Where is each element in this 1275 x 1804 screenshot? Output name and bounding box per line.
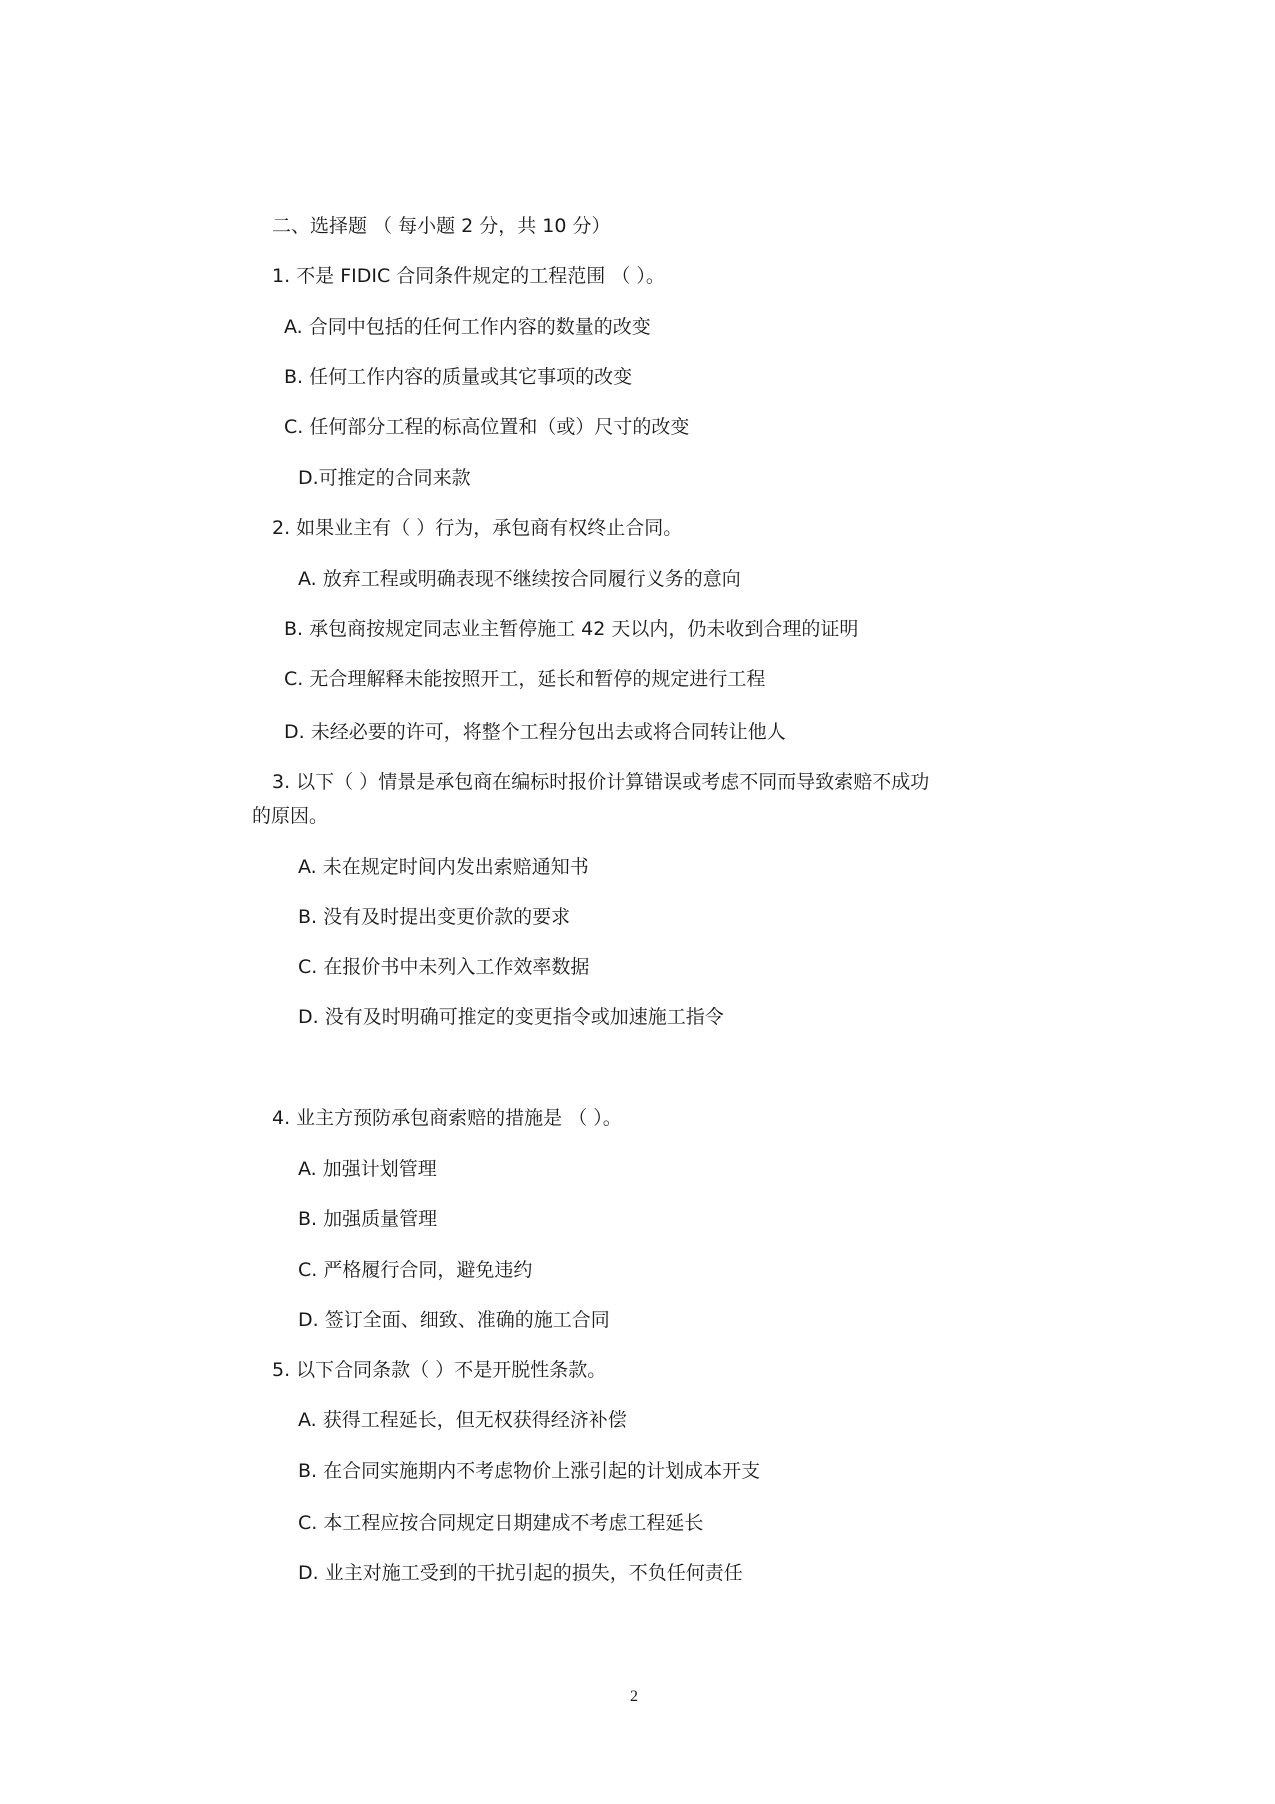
question-1-option-c: C. 任何部分工程的标高位置和（或）尺寸的改变 bbox=[284, 416, 690, 438]
question-1-option-a: A. 合同中包括的任何工作内容的数量的改变 bbox=[284, 316, 651, 338]
question-3-option-d: D. 没有及时明确可推定的变更指令或加速施工指令 bbox=[298, 1006, 724, 1028]
question-5-option-c: C. 本工程应按合同规定日期建成不考虑工程延长 bbox=[298, 1512, 704, 1534]
question-2-option-d: D. 未经必要的许可，将整个工程分包出去或将合同转让他人 bbox=[284, 721, 786, 743]
question-5-option-d: D. 业主对施工受到的干扰引起的损失，不负任何责任 bbox=[298, 1562, 743, 1584]
question-2: 2. 如果业主有（ ）行为，承包商有权终止合同。 bbox=[272, 517, 683, 539]
question-3-option-b: B. 没有及时提出变更价款的要求 bbox=[298, 906, 571, 928]
question-2-option-b: B. 承包商按规定同志业主暂停施工 42 天以内，仍未收到合理的证明 bbox=[284, 618, 859, 640]
question-2-option-a: A. 放弃工程或明确表现不继续按合同履行义务的意向 bbox=[298, 568, 741, 590]
question-1: 1. 不是 FIDIC 合同条件规定的工程范围 （ ）。 bbox=[272, 265, 665, 287]
question-3-option-c: C. 在报价书中未列入工作效率数据 bbox=[298, 956, 590, 978]
question-3: 3. 以下（ ）情景是承包商在编标时报价计算错误或考虑不同而导致索赔不成功 bbox=[272, 771, 930, 793]
section-title: 二、选择题 （ 每小题 2 分，共 10 分） bbox=[272, 215, 611, 237]
question-4: 4. 业主方预防承包商索赔的措施是 （ ）。 bbox=[272, 1107, 622, 1129]
question-3-continuation: 的原因。 bbox=[252, 805, 329, 827]
question-3-option-a: A. 未在规定时间内发出索赔通知书 bbox=[298, 856, 589, 878]
question-5-option-b: B. 在合同实施期内不考虑物价上涨引起的计划成本开支 bbox=[298, 1460, 761, 1482]
question-2-option-c: C. 无合理解释未能按照开工，延长和暂停的规定进行工程 bbox=[284, 668, 766, 690]
question-4-option-b: B. 加强质量管理 bbox=[298, 1208, 438, 1230]
question-4-option-d: D. 签订全面、细致、准确的施工合同 bbox=[298, 1309, 610, 1331]
question-4-option-c: C. 严格履行合同，避免违约 bbox=[298, 1259, 533, 1281]
question-4-option-a: A. 加强计划管理 bbox=[298, 1158, 437, 1180]
page-number: 2 bbox=[630, 1688, 638, 1705]
question-5: 5. 以下合同条款（ ）不是开脱性条款。 bbox=[272, 1359, 607, 1381]
question-1-option-d: D.可推定的合同来款 bbox=[298, 467, 471, 489]
question-5-option-a: A. 获得工程延长，但无权获得经济补偿 bbox=[298, 1409, 627, 1431]
question-1-option-b: B. 任何工作内容的质量或其它事项的改变 bbox=[284, 366, 633, 388]
